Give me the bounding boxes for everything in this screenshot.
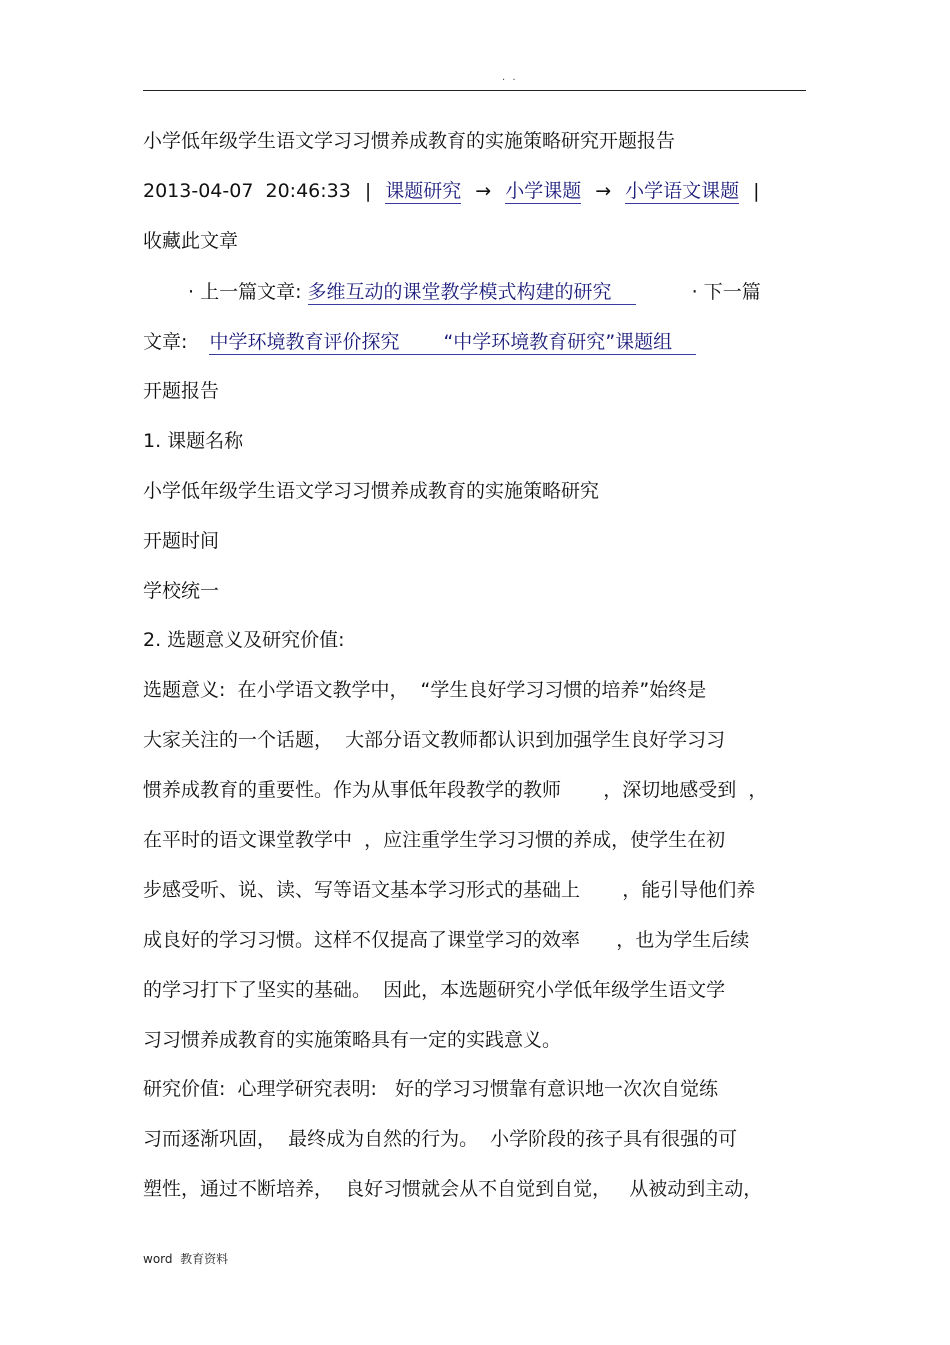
breadcrumb-arrow: → <box>475 180 492 202</box>
breadcrumb-arrow: → <box>595 180 612 202</box>
prev-article-link[interactable] <box>308 281 636 305</box>
paragraph-line: 塑性，通过不断培养， 良好习惯就会从不自觉到自觉， 从被动到主动， <box>143 1178 763 1200</box>
header-marks: . . <box>502 72 518 83</box>
bullet: · <box>188 281 195 303</box>
next-article-label-cont: 文章: <box>143 331 188 353</box>
header-rule <box>143 90 806 91</box>
prev-next-nav <box>188 279 761 305</box>
paragraph-line: 惯养成教育的重要性。作为从事低年段教学的教师 ，深切地感受到 ， <box>143 779 768 801</box>
paragraph-line: 在平时的语文课堂教学中 ，应注重学生学习习惯的养成，使学生在初 <box>143 829 726 851</box>
section-1-text: 小学低年级学生语文学习习惯养成教育的实施策略研究 <box>143 480 600 502</box>
breadcrumb-course-research[interactable]: 课题研究 <box>385 180 462 202</box>
page-footer: word 教育资料 <box>143 1252 229 1266</box>
next-article-label: 下一篇 <box>703 281 761 303</box>
next-article-subtitle: “中学环境教育研究”课题组 <box>443 331 673 353</box>
breadcrumb-primary-topics[interactable]: 小学课题 <box>505 180 582 202</box>
separator: | <box>753 180 760 202</box>
time-value: 学校统一 <box>143 580 220 602</box>
section-1-title: 1. 课题名称 <box>143 430 244 452</box>
paragraph-line: 习习惯养成教育的实施策略具有一定的实践意义。 <box>143 1029 562 1051</box>
paragraph-line: 研究价值: 心理学研究表明: 好的学习习惯靠有意识地一次次自觉练 <box>143 1078 719 1100</box>
paragraph-line: 成良好的学习习惯。这样不仅提高了课堂学习的效率 ，也为学生后续 <box>143 929 750 951</box>
paragraph-line: 习而逐渐巩固， 最终成为自然的行为。 小学阶段的孩子具有很强的可 <box>143 1128 738 1150</box>
next-article-title: 中学环境教育评价探究 <box>209 331 400 353</box>
separator: | <box>364 180 372 202</box>
paragraph-line: 选题意义: 在小学语文教学中， “学生良好学习习惯的培养”始终是 <box>143 679 707 701</box>
publish-datetime: 2013-04-07 20:46:33 <box>143 180 351 202</box>
paragraph-line: 步感受听、说、读、写等语文基本学习形式的基础上 ，能引导他们养 <box>143 879 756 901</box>
paragraph-line: 的学习打下了坚实的基础。 因此，本选题研究小学低年级学生语文学 <box>143 979 726 1001</box>
prev-article-title: 多维互动的课堂教学模式构建的研究 <box>307 281 612 303</box>
prev-article-label: 上一篇文章: <box>200 281 302 303</box>
breadcrumb-primary-chinese-topics[interactable]: 小学语文课题 <box>625 180 740 202</box>
paragraph-line: 大家关注的一个话题， 大部分语文教师都认识到加强学生良好学习习 <box>143 729 726 751</box>
document-title: 小学低年级学生语文学习习惯养成教育的实施策略研究开题报告 <box>143 130 676 152</box>
section-2-title: 2. 选题意义及研究价值: <box>143 629 345 651</box>
bullet: · <box>691 281 698 303</box>
favorite-link[interactable]: 收藏此文章 <box>143 230 239 252</box>
meta-line <box>143 178 774 204</box>
next-nav-line <box>143 329 696 355</box>
time-label: 开题时间 <box>143 530 220 552</box>
next-article-link[interactable] <box>209 331 696 355</box>
report-heading: 开题报告 <box>143 380 220 402</box>
